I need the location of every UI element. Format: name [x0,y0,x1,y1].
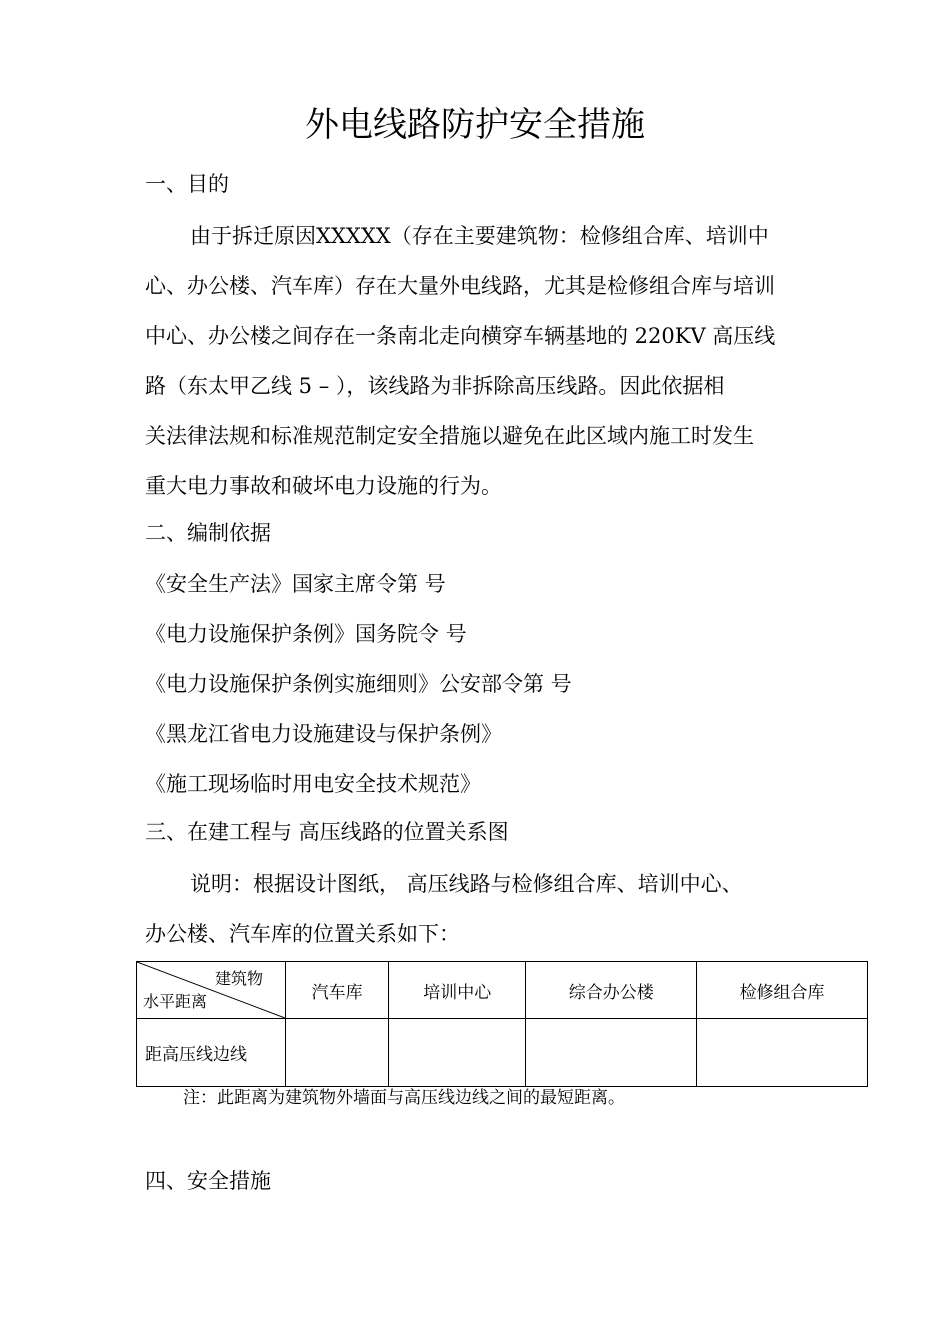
document-title: 外电线路防护安全措施 [305,105,645,145]
basis-list-item: 《施工现场临时用电安全技术规范》 [145,772,481,796]
section-heading-basis: 二、编制依据 [145,521,271,545]
purpose-para-line: 由于拆迁原因XXXXX（存在主要建筑物：检修组合库、培训中 [190,224,769,248]
table-note: 注：此距离为建筑物外墙面与高压线边线之间的最短距离。 [183,1088,625,1108]
purpose-para-line: 重大电力事故和破坏电力设施的行为。 [145,474,502,498]
purpose-para-line: 心、办公楼、汽车库）存在大量外电线路，尤其是检修组合库与培训 [145,274,775,298]
table-row-label: 距高压线边线 [137,1019,286,1087]
relation-para-line: 说明：根据设计图纸， 高压线路与检修组合库、培训中心、 [190,872,743,896]
table-header-row [137,962,868,1019]
table-column-header: 检修组合库 [697,962,868,1019]
table-cell [286,1019,389,1087]
basis-list-item: 《电力设施保护条例》国务院令 号 [145,622,467,646]
table-cell [697,1019,868,1087]
basis-list-item: 《电力设施保护条例实施细则》公安部令第 号 [145,672,572,696]
purpose-para-line: 路（东太甲乙线 5 – ），该线路为非拆除高压线路。因此依据相 [145,374,725,398]
table-cell [526,1019,697,1087]
purpose-para-line: 关法律法规和标准规范制定安全措施以避免在此区域内施工时发生 [145,424,754,448]
section-heading-relation: 三、在建工程与 高压线路的位置关系图 [145,820,509,844]
basis-list-item: 《安全生产法》国家主席令第 号 [145,572,446,596]
table-row [137,1019,868,1087]
basis-list-item: 《黑龙江省电力设施建设与保护条例》 [145,722,502,746]
corner-label-distance: 水平距离 [143,992,208,1011]
table-column-header: 汽车库 [286,962,389,1019]
distance-table [136,961,868,1087]
section-heading-purpose: 一、目的 [145,172,229,196]
table-column-header: 综合办公楼 [526,962,697,1019]
relation-para-line: 办公楼、汽车库的位置关系如下： [145,922,460,946]
table-column-header: 培训中心 [389,962,526,1019]
table-corner-cell [137,962,286,1019]
table-cell [389,1019,526,1087]
corner-label-building: 建筑物 [214,969,263,988]
section-heading-measures: 四、安全措施 [145,1169,271,1193]
purpose-para-line: 中心、办公楼之间存在一条南北走向横穿车辆基地的 220KV 高压线 [145,324,776,348]
